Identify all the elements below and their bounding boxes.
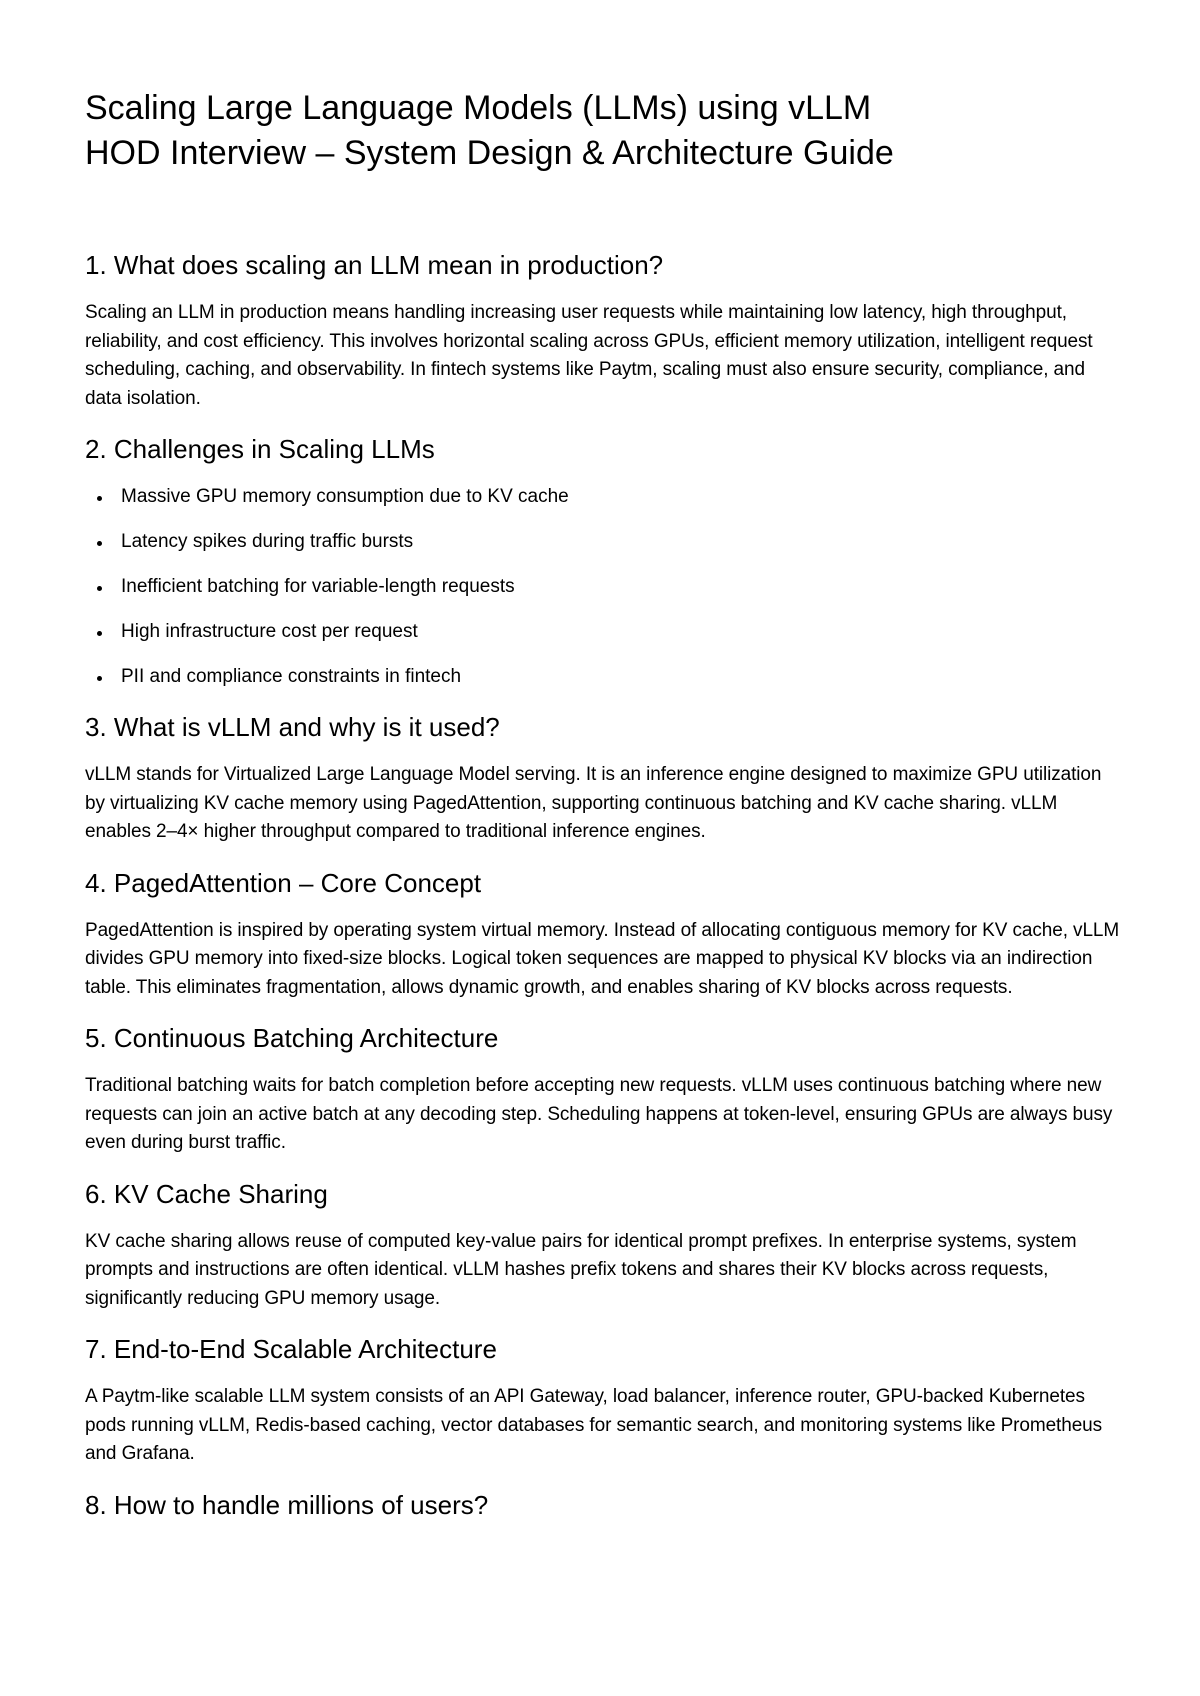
section-paragraph: Scaling an LLM in production means handling increasing user requests while maintaining low latency, high throughput, reliability, and cost efficiency. This involves horizontal scaling across GPUs, efficient memory utilization, intelligent request scheduling, caching, and observability. In fintech systems like Paytm, scaling must also ensure security, compliance, and data isolation.: [85, 302, 1093, 409]
document-page: [85, 86, 1125, 1539]
section-8: [85, 1489, 1125, 1521]
section-heading: 7. End-to-End Scalable Architecture: [85, 1334, 497, 1364]
list-item-text: PII and compliance constraints in fintech: [121, 666, 462, 687]
section-paragraph: Traditional batching waits for batch completion before accepting new requests. vLLM uses continuous batching where new requests can join an active batch at any decoding step. Scheduling happens at token-level, ensuring GPUs are always busy even during burst traffic.: [85, 1075, 1113, 1153]
list-item-text: Massive GPU memory consumption due to KV cache: [121, 486, 569, 507]
list-item-text: Inefficient batching for variable-length requests: [121, 576, 515, 597]
title-line-2: HOD Interview – System Design & Architecture Guide: [85, 134, 894, 172]
section-paragraph: KV cache sharing allows reuse of computed key-value pairs for identical prompt prefixes. In enterprise systems, system prompts and instructions are often identical. vLLM hashes prefix tokens and shares their KV blocks across requests, significantly reducing GPU memory usage.: [85, 1230, 1077, 1309]
bullet-icon: [97, 676, 102, 681]
bullet-icon: [97, 631, 102, 636]
section-heading: 3. What is vLLM and why is it used?: [85, 712, 500, 742]
section-6: [85, 1178, 1125, 1314]
list-item-text: Latency spikes during traffic bursts: [121, 531, 414, 552]
list-item: [85, 483, 1125, 511]
section-heading: 5. Continuous Batching Architecture: [85, 1023, 499, 1053]
section-heading: 1. What does scaling an LLM mean in production?: [85, 250, 664, 280]
list-item-text: High infrastructure cost per request: [121, 621, 418, 642]
section-heading: 6. KV Cache Sharing: [85, 1178, 328, 1209]
section-5: [85, 1022, 1125, 1158]
challenges-list: [85, 483, 1125, 691]
section-heading: 4. PagedAttention – Core Concept: [85, 867, 482, 898]
section-2: [85, 433, 1125, 691]
section-paragraph: A Paytm-like scalable LLM system consists of an API Gateway, load balancer, inference router, GPU-backed Kubernetes pods running vLLM, Redis-based caching, vector databases for semantic search, and monitoring systems like Prometheus and Grafana.: [85, 1386, 1103, 1464]
list-item: [85, 663, 1125, 691]
section-1: [85, 249, 1125, 413]
section-3: [85, 711, 1125, 847]
section-4: [85, 867, 1125, 1003]
title-line-1: Scaling Large Language Models (LLMs) using vLLM: [85, 89, 872, 127]
list-item: [85, 573, 1125, 601]
list-item: [85, 618, 1125, 646]
bullet-icon: [97, 586, 102, 591]
section-heading: 8. How to handle millions of users?: [85, 1489, 489, 1520]
list-item: [85, 528, 1125, 556]
section-7: [85, 1333, 1125, 1469]
section-paragraph: vLLM stands for Virtualized Large Language Model serving. It is an inference engine designed to maximize GPU utilization by virtualizing KV cache memory using PagedAttention, supporting continuous batching and KV cache sharing. vLLM enables 2–4× higher throughput compared to traditional inference engines.: [85, 764, 1102, 842]
bullet-icon: [97, 541, 102, 546]
document-title: [85, 86, 1125, 176]
bullet-icon: [97, 496, 102, 501]
section-heading: 2. Challenges in Scaling LLMs: [85, 434, 435, 464]
section-paragraph: PagedAttention is inspired by operating system virtual memory. Instead of allocating contiguous memory for KV cache, vLLM divides GPU memory into fixed-size blocks. Logical token sequences are mapped to physical KV blocks via an indirection table. This eliminates fragmentation, allows dynamic growth, and enables sharing of KV blocks across requests.: [85, 919, 1120, 998]
